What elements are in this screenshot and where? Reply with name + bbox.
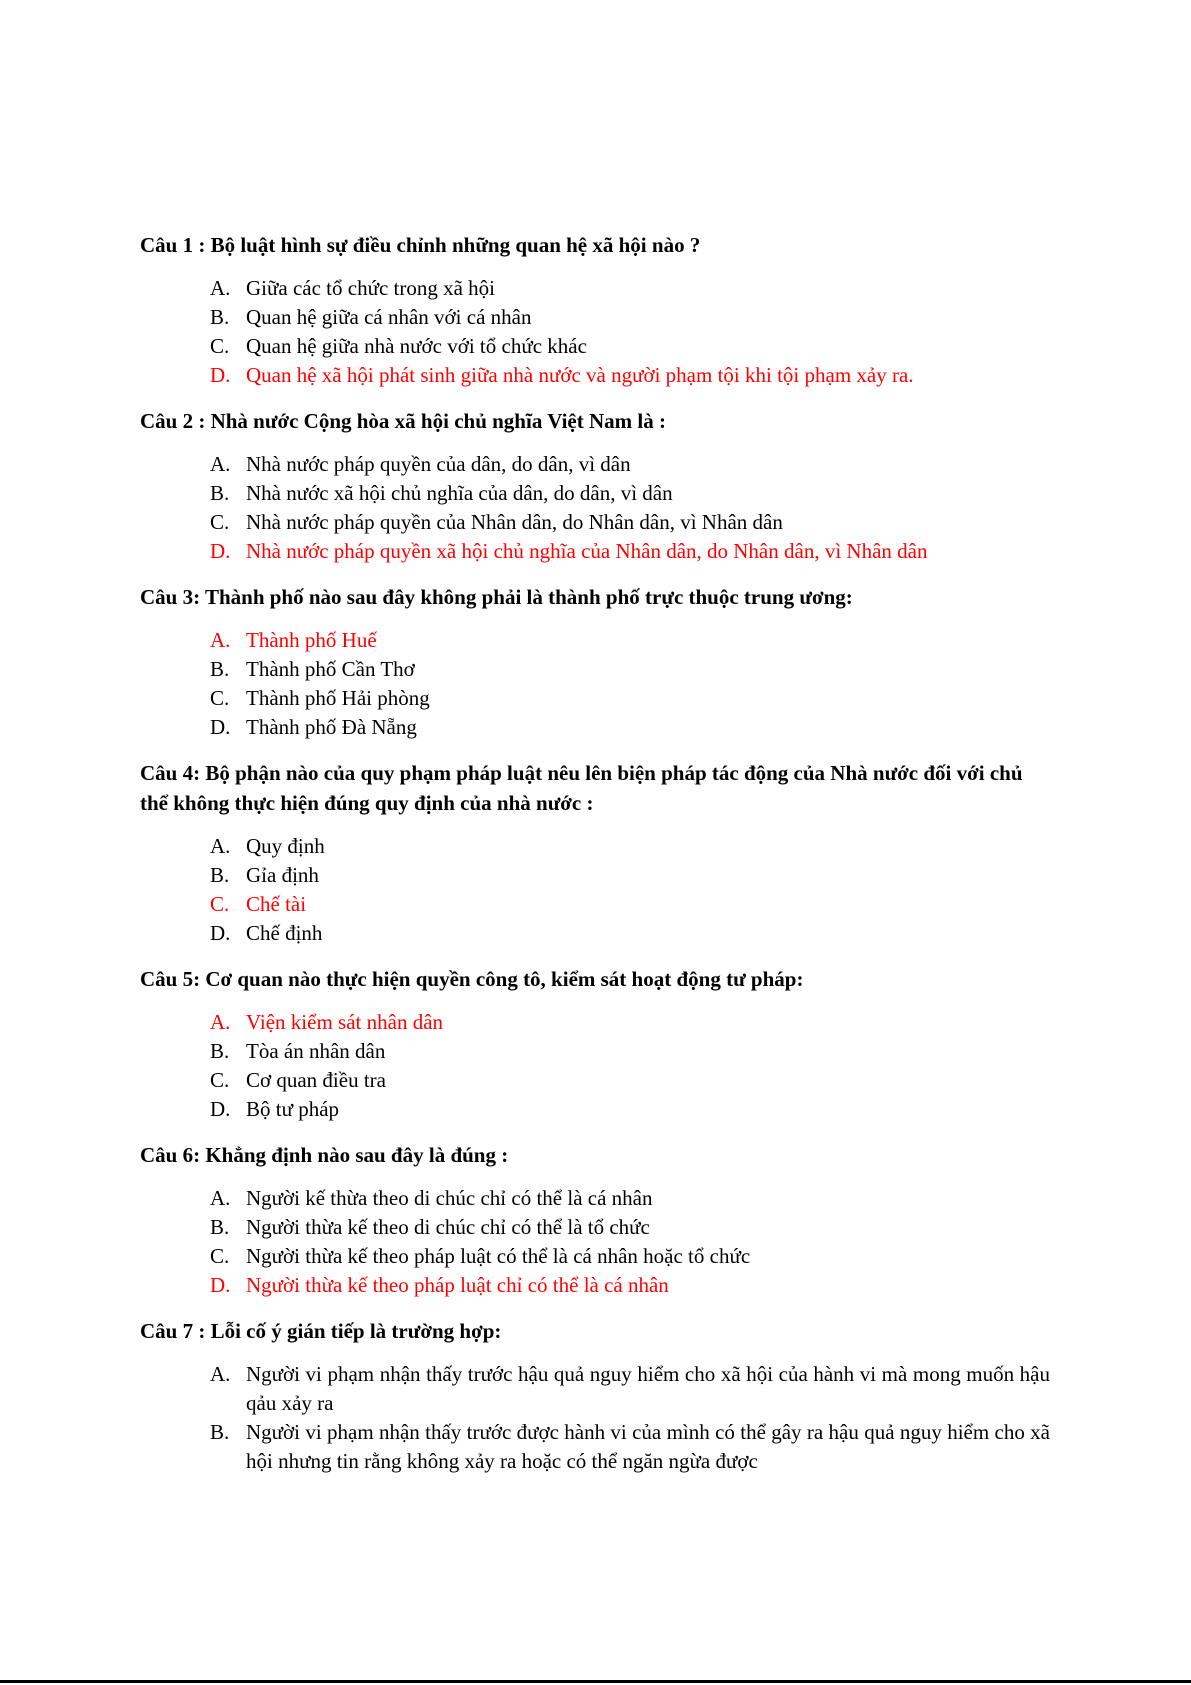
option-letter: C. (210, 892, 230, 916)
option-letter: A. (210, 452, 231, 476)
option-text: Chế tài (246, 892, 307, 916)
question-title: Câu 3: Thành phố nào sau đây không phải là thành phố trực thuộc trung ương: (140, 585, 853, 609)
option-text: Thành phố Huế (246, 628, 377, 652)
option-text: Nhà nước xã hội chủ nghĩa của dân, do dân, vì dân (246, 481, 673, 505)
option (210, 919, 1050, 948)
option (210, 861, 1050, 890)
option (210, 303, 1050, 332)
option (210, 450, 1050, 479)
question-title: Câu 7 : Lỗi cố ý gián tiếp là trường hợp: (140, 1319, 502, 1343)
option-text: Nhà nước pháp quyền xã hội chủ nghĩa của Nhân dân, do Nhân dân, vì Nhân dân (246, 539, 928, 563)
question-7 (140, 1316, 1050, 1476)
option-text: Viện kiểm sát nhân dân (246, 1010, 444, 1034)
option-correct (210, 1008, 1050, 1037)
option (210, 479, 1050, 508)
option-text: Cơ quan điều tra (246, 1068, 386, 1092)
page-bottom-rule (0, 1680, 1191, 1683)
quiz-document (140, 230, 1050, 1492)
option-letter: A. (210, 1010, 231, 1034)
question-5 (140, 964, 1050, 1124)
option (210, 1418, 1050, 1476)
option-text: Bộ tư pháp (246, 1097, 340, 1121)
option-list (140, 1360, 1050, 1476)
option-letter: C. (210, 510, 230, 534)
option-letter: D. (210, 921, 231, 945)
question-title: Câu 6: Khẳng định nào sau đây là đúng : (140, 1143, 509, 1167)
option (210, 332, 1050, 361)
option-list (140, 1008, 1050, 1124)
option (210, 832, 1050, 861)
option-text: Thành phố Hải phòng (246, 686, 430, 710)
option (210, 1184, 1050, 1213)
option-text: Thành phố Cần Thơ (246, 657, 415, 681)
option-text: Nhà nước pháp quyền của dân, do dân, vì dân (246, 452, 631, 476)
option (210, 274, 1050, 303)
option-letter: A. (210, 276, 231, 300)
option-text: Quan hệ xã hội phát sinh giữa nhà nước và người phạm tội khi tội phạm xảy ra. (246, 363, 914, 387)
option-letter: D. (210, 539, 231, 563)
option-text: Người vi phạm nhận thấy trước được hành vi của mình có thể gây ra hậu quả nguy hiểm cho xã hội nhưng tin rằng không xảy ra hoặc có thể ngăn ngừa được (246, 1420, 1050, 1473)
question-title: Câu 4: Bộ phận nào của quy phạm pháp luật nêu lên biện pháp tác động của Nhà nước đối với chủ thể không thực hiện đúng quy định của nhà nước : (140, 761, 1023, 815)
option-letter: B. (210, 305, 230, 329)
option (210, 1242, 1050, 1271)
option-letter: B. (210, 1039, 230, 1063)
question-title: Câu 1 : Bộ luật hình sự điều chỉnh những quan hệ xã hội nào ? (140, 233, 701, 257)
question-6 (140, 1140, 1050, 1300)
option-letter: A. (210, 834, 231, 858)
option-letter: B. (210, 657, 230, 681)
option-text: Người thừa kế theo pháp luật chỉ có thể là cá nhân (246, 1273, 669, 1297)
option-list (140, 274, 1050, 390)
option (210, 508, 1050, 537)
question-title: Câu 5: Cơ quan nào thực hiện quyền công tô, kiểm sát hoạt động tư pháp: (140, 967, 804, 991)
option-letter: A. (210, 628, 231, 652)
option-letter: A. (210, 1186, 231, 1210)
option-list (140, 832, 1050, 948)
option-correct (210, 626, 1050, 655)
question-4 (140, 758, 1050, 948)
option (210, 1213, 1050, 1242)
option-text: Người thừa kế theo di chúc chỉ có thể là tổ chức (246, 1215, 650, 1239)
option-correct (210, 537, 1050, 566)
option-text: Quy định (246, 834, 325, 858)
option (210, 1066, 1050, 1095)
option-letter: B. (210, 863, 230, 887)
option-letter: B. (210, 481, 230, 505)
question-3 (140, 582, 1050, 742)
option (210, 684, 1050, 713)
option (210, 655, 1050, 684)
option-letter: C. (210, 334, 230, 358)
option-text: Giữa các tổ chức trong xã hội (246, 276, 496, 300)
option-letter: C. (210, 686, 230, 710)
option-list (140, 1184, 1050, 1300)
option-correct (210, 1271, 1050, 1300)
option-text: Quan hệ giữa nhà nước với tổ chức khác (246, 334, 587, 358)
option (210, 1360, 1050, 1418)
option-text: Quan hệ giữa cá nhân với cá nhân (246, 305, 532, 329)
option-letter: D. (210, 363, 231, 387)
option (210, 1037, 1050, 1066)
option-text: Chế định (246, 921, 323, 945)
option (210, 713, 1050, 742)
option-letter: D. (210, 1097, 231, 1121)
option (210, 1095, 1050, 1124)
option-text: Nhà nước pháp quyền của Nhân dân, do Nhân dân, vì Nhân dân (246, 510, 783, 534)
question-title: Câu 2 : Nhà nước Cộng hòa xã hội chủ nghĩa Việt Nam là : (140, 409, 666, 433)
option-correct (210, 890, 1050, 919)
option-correct (210, 361, 1050, 390)
option-letter: C. (210, 1244, 230, 1268)
option-letter: C. (210, 1068, 230, 1092)
option-text: Tòa án nhân dân (246, 1039, 386, 1063)
option-text: Người vi phạm nhận thấy trước hậu quả nguy hiểm cho xã hội của hành vi mà mong muốn hậu qảu xảy ra (246, 1362, 1050, 1415)
option-text: Người thừa kế theo pháp luật có thể là cá nhân hoặc tổ chức (246, 1244, 751, 1268)
option-letter: B. (210, 1420, 230, 1444)
option-list (140, 450, 1050, 566)
option-letter: A. (210, 1362, 231, 1386)
option-list (140, 626, 1050, 742)
option-letter: D. (210, 1273, 231, 1297)
option-letter: D. (210, 715, 231, 739)
question-2 (140, 406, 1050, 566)
option-letter: B. (210, 1215, 230, 1239)
question-1 (140, 230, 1050, 390)
option-text: Thành phố Đà Nẵng (246, 715, 417, 739)
option-text: Người kế thừa theo di chúc chỉ có thể là cá nhân (246, 1186, 653, 1210)
option-text: Gỉa định (246, 863, 319, 887)
